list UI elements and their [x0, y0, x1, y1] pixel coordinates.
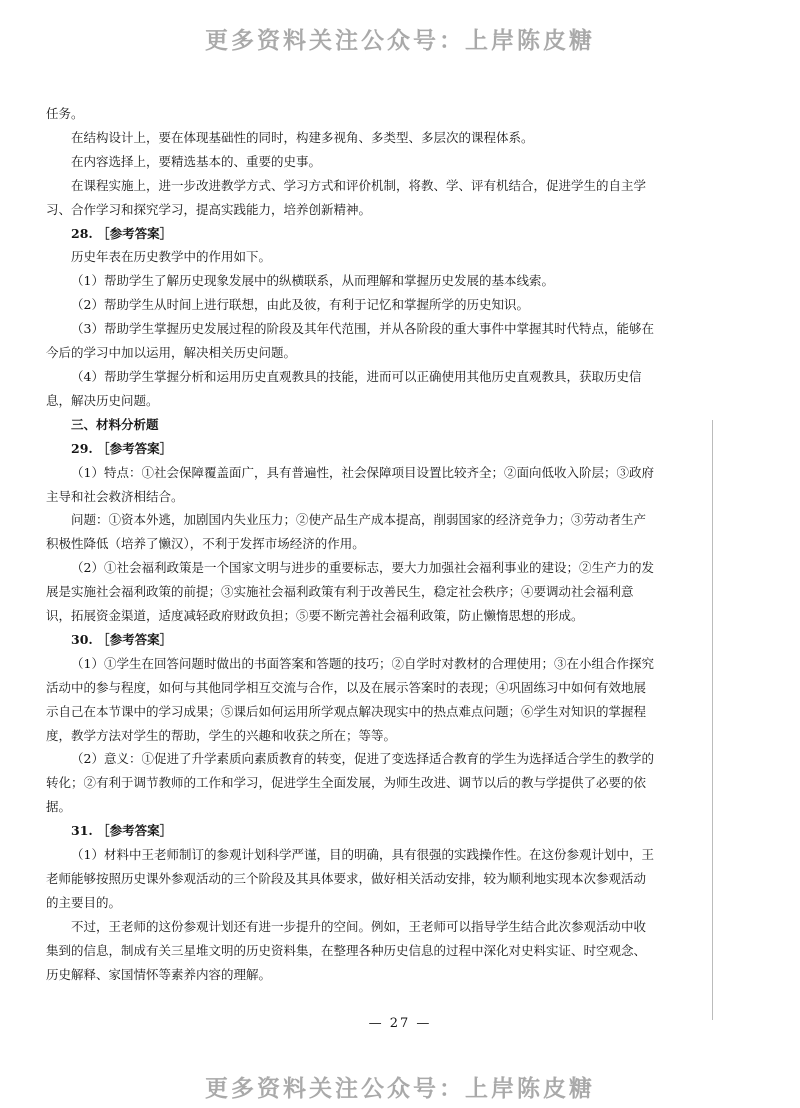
paragraph: （2）意义：①促进了升学素质向素质教育的转变，促进了变选择适合教育的学生为选择适合学生的教学的转化；②有利于调节教师的工作和学习，促进学生全面发展，为师生改进、调节以后的教与学提供了必要的依据。: [46, 751, 654, 815]
paragraph: 在内容选择上，要精选基本的、重要的史事。: [71, 153, 322, 169]
document-body: [46, 102, 656, 987]
page-number: — 27 —: [368, 1016, 432, 1031]
paragraph: （1）材料中王老师制订的参观计划科学严谨，目的明确，具有很强的实践操作性。在这份参观计划中，王老师能够按照历史课外参观活动的三个阶段及其具体要求，做好相关活动安排，较为顺利地实现本次参观活动的主要目的。: [46, 847, 654, 910]
answer-heading-30: 30. ［参考答案］: [71, 631, 173, 647]
paragraph: （2）帮助学生从时间上进行联想，由此及彼，有利于记忆和掌握所学的历史知识。: [71, 297, 529, 313]
paragraph: 任务。: [46, 106, 84, 121]
paragraph: （3）帮助学生掌握历史发展过程的阶段及其年代范围，并从各阶段的重大事件中掌握其时代特点，能够在今后的学习中加以运用，解决相关历史问题。: [46, 321, 654, 361]
paragraph: （2）①社会福利政策是一个国家文明与进步的重要标志，要大力加强社会福利事业的建设；②生产力的发展是实施社会福利政策的前提；③实施社会福利政策有利于改善民生，稳定社会秩序；④要调动社会福利意识，拓展资金渠道，适度减轻政府财政负担；⑤要不断完善社会福利政策，防止懒惰思想的形成。: [46, 560, 654, 624]
paragraph: 历史年表在历史教学中的作用如下。: [71, 249, 272, 265]
paragraph: 不过，王老师的这份参观计划还有进一步提升的空间。例如，王老师可以指导学生结合此次参观活动中收集到的信息，制成有关三星堆文明的历史资料集，在整理各种历史信息的过程中深化对史料实证、时空观念、历史解释、家国情怀等素养内容的理解。: [46, 918, 647, 982]
paragraph: （1）帮助学生了解历史现象发展中的纵横联系，从而理解和掌握历史发展的基本线索。: [71, 273, 554, 289]
paragraph: 在课程实施上，进一步改进教学方式、学习方式和评价机制，将教、学、评有机结合，促进学生的自主学习、合作学习和探究学习，提高实践能力，培养创新精神。: [46, 177, 647, 217]
watermark-bottom: 更多资料关注公众号：上岸陈皮糖: [205, 1076, 595, 1102]
paragraph: 在结构设计上，要在体现基础性的同时，构建多视角、多类型、多层次的课程体系。: [71, 129, 534, 145]
watermark-top: 更多资料关注公众号：上岸陈皮糖: [205, 28, 595, 54]
paragraph: （1）特点：①社会保障覆盖面广，具有普遍性，社会保障项目设置比较齐全；②面向低收入阶层；③政府主导和社会救济相结合。: [46, 464, 654, 504]
scan-margin-line: [712, 420, 713, 1020]
answer-heading-28: 28. ［参考答案］: [71, 225, 173, 241]
answer-heading-31: 31. ［参考答案］: [71, 823, 173, 839]
paragraph: （1）①学生在回答问题时做出的书面答案和答题的技巧；②自学时对教材的合理使用；③在小组合作探究活动中的参与程度，如何与其他同学相互交流与合作，以及在展示答案时的表现；④巩固练习中如何有效地展示自己在本节课中的学习成果；⑤课后如何运用所学观点解决现实中的热点难点问题；⑥学生对知识的掌握程度，教学方法对学生的帮助，学生的兴趣和收获之所在；等等。: [46, 655, 654, 743]
section-heading: 三、材料分析题: [71, 416, 159, 432]
paragraph: （4）帮助学生掌握分析和运用历史直观教具的技能，进而可以正确使用其他历史直观教具，获取历史信息，解决历史问题。: [46, 368, 642, 408]
answer-heading-29: 29. ［参考答案］: [71, 440, 173, 456]
paragraph: 问题：①资本外逃，加剧国内失业压力；②使产品生产成本提高，削弱国家的经济竞争力；③劳动者生产积极性降低（培养了懒汉），不利于发挥市场经济的作用。: [46, 512, 647, 552]
